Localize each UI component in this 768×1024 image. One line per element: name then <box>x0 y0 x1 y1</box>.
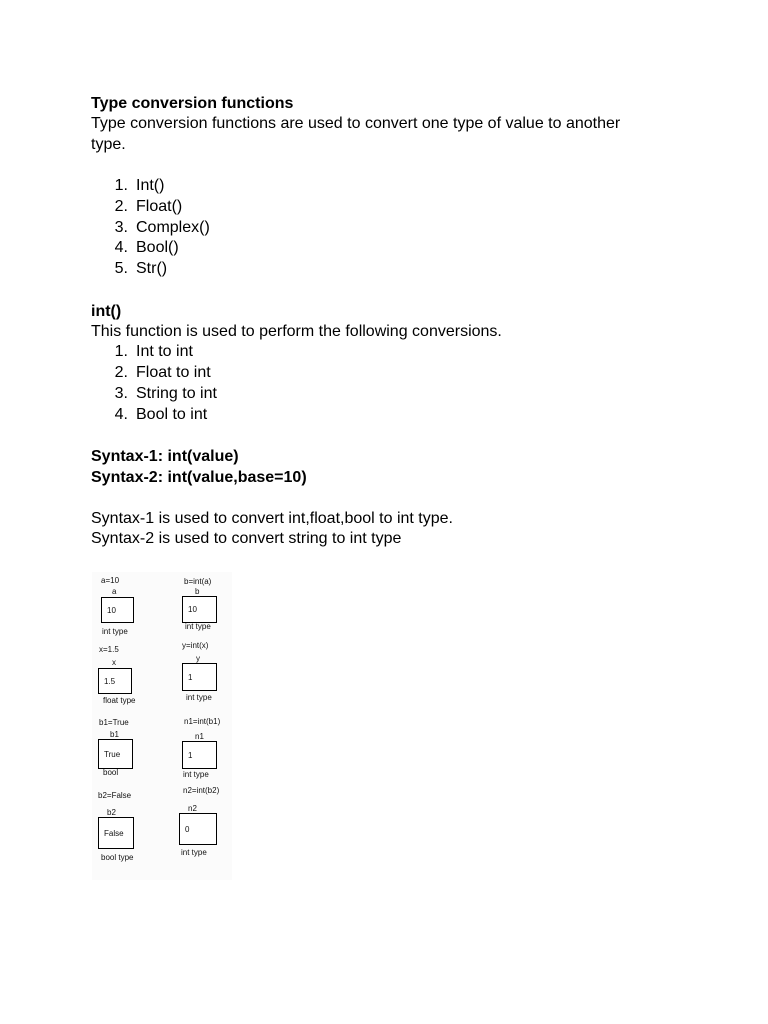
assign-label: n1=int(b1) <box>184 717 221 726</box>
value-box: 10 <box>101 597 134 623</box>
var-label: n1 <box>195 732 204 741</box>
assign-label: y=int(x) <box>182 641 209 650</box>
value-box: 1 <box>182 663 217 691</box>
syntax-description: Syntax-2 is used to convert string to int type <box>91 530 402 548</box>
assign-label: n2=int(b2) <box>183 786 220 795</box>
type-label: int type <box>183 770 209 779</box>
type-label: int type <box>181 848 207 857</box>
conversion-diagram <box>92 572 232 880</box>
value-box: 0 <box>179 813 217 845</box>
list-item: 4. Bool to int <box>114 405 208 423</box>
assign-label: b=int(a) <box>184 577 212 586</box>
type-label: bool <box>103 768 119 777</box>
list-item: 3. String to int <box>114 385 217 403</box>
section-title: int() <box>91 302 122 320</box>
type-label: float type <box>103 696 136 705</box>
type-label: int type <box>102 627 128 636</box>
section-title: Type conversion functions <box>91 95 294 112</box>
function-list <box>91 176 711 280</box>
list-item: 4. Bool() <box>114 239 179 257</box>
syntax-description: Syntax-1 is used to convert int,float,bool to int type. <box>91 509 453 527</box>
syntax-2: Syntax-2: int(value,base=10) <box>91 468 307 486</box>
intro-text-line: Type conversion functions are used to convert one type of value to another <box>91 115 621 132</box>
var-label: b1 <box>110 730 119 739</box>
assign-label: a=10 <box>101 576 120 585</box>
intro-text-line: type. <box>91 135 126 153</box>
assign-label: b2=False <box>98 791 132 800</box>
list-item: 1. Int() <box>114 177 165 194</box>
value-box: False <box>98 817 134 849</box>
conversion-list <box>91 342 711 425</box>
var-label: x <box>112 658 116 667</box>
list-item: 2. Float() <box>114 197 183 215</box>
list-item: 2. Float to int <box>114 364 211 382</box>
type-label: int type <box>186 693 212 702</box>
var-label: b <box>195 587 200 596</box>
value-box: 1 <box>182 741 217 769</box>
var-label: b2 <box>107 808 116 817</box>
list-item: 1. Int to int <box>114 343 193 361</box>
var-label: y <box>196 654 200 663</box>
section-intro: This function is used to perform the following conversions. <box>91 322 502 340</box>
document-page <box>91 93 711 550</box>
var-label: a <box>112 587 117 596</box>
var-label: n2 <box>188 804 197 813</box>
assign-label: x=1.5 <box>99 645 119 654</box>
list-item: 5. Str() <box>114 260 168 278</box>
syntax-1: Syntax-1: int(value) <box>91 447 239 465</box>
list-item: 3. Complex() <box>114 218 210 236</box>
value-box: 1.5 <box>98 668 132 694</box>
value-box: 10 <box>182 596 217 623</box>
type-label: int type <box>185 622 211 631</box>
assign-label: b1=True <box>99 718 129 727</box>
value-box: True <box>98 739 133 769</box>
type-label: bool type <box>101 853 134 862</box>
